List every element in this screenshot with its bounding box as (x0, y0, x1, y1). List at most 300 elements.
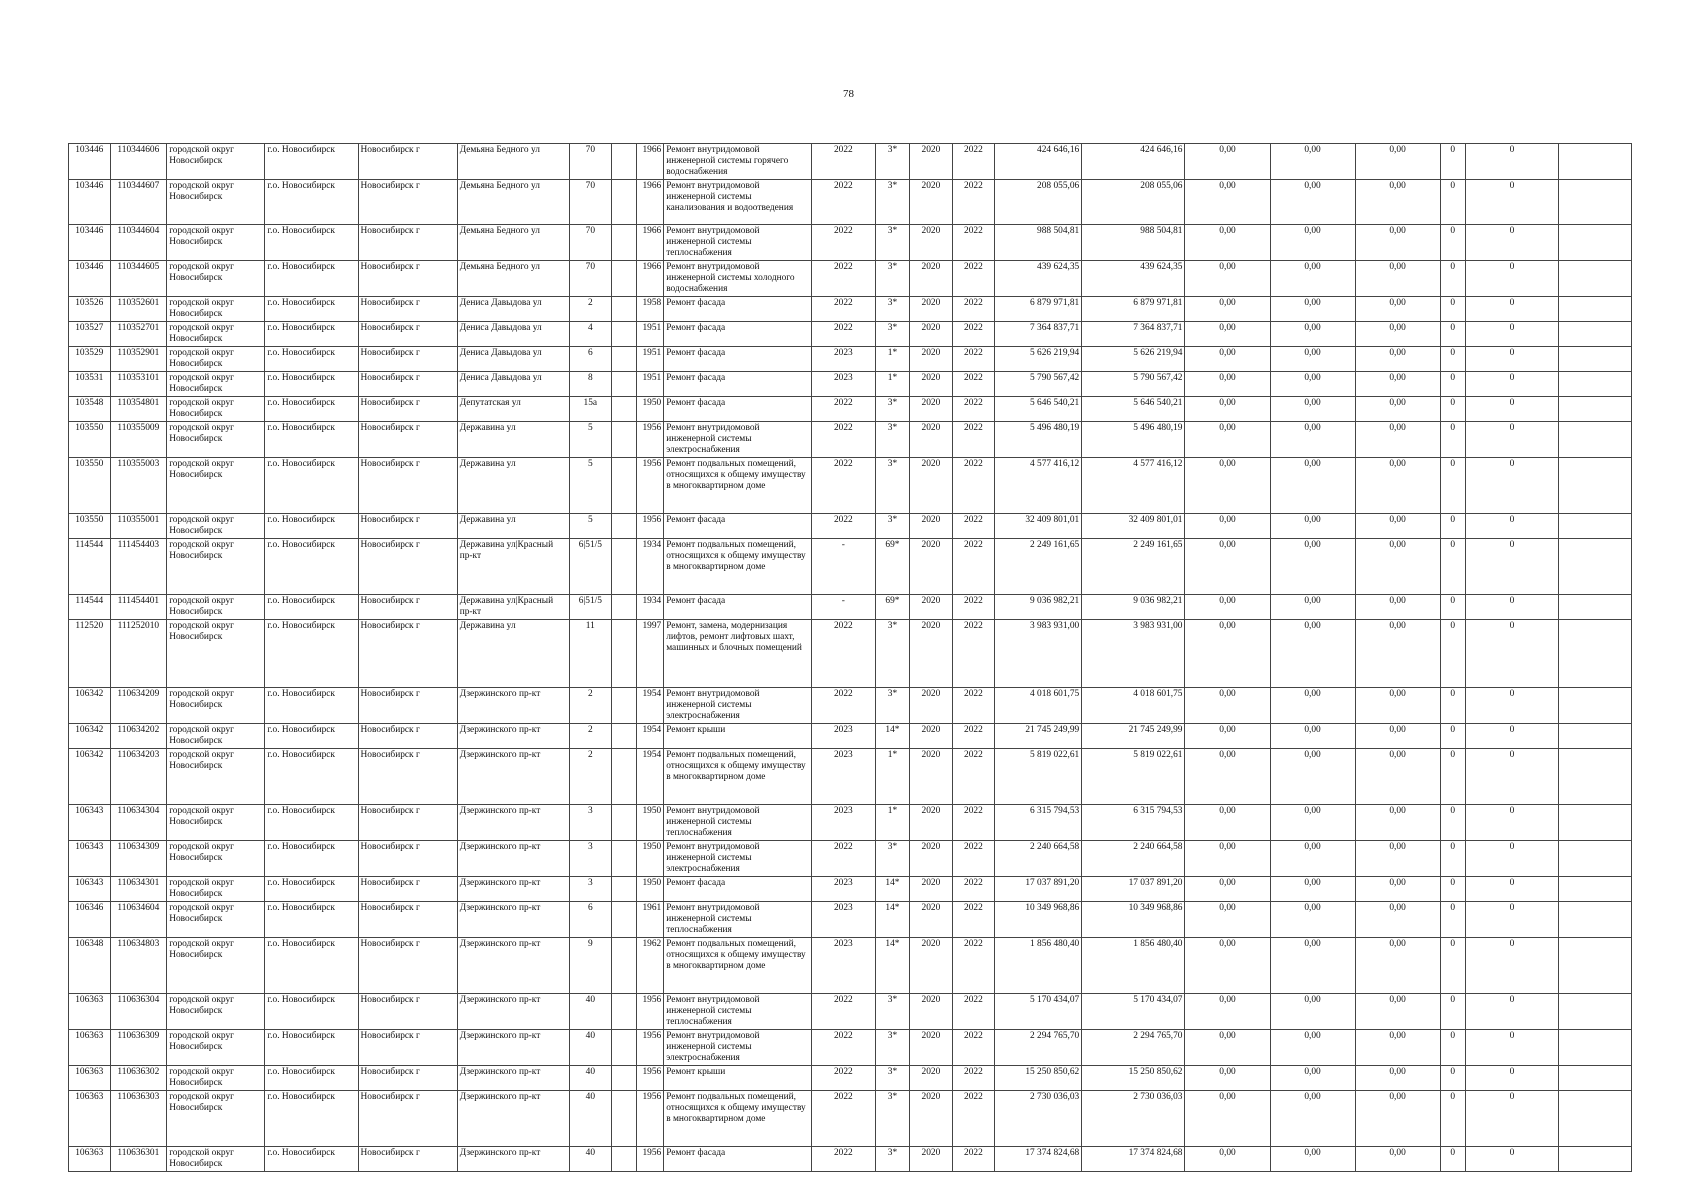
cell-build-year: 1956 (636, 422, 663, 458)
table-row (69, 261, 1632, 297)
cell-federal-budget: 0,00 (1185, 261, 1270, 297)
cell-regional-budget: 0,00 (1270, 422, 1355, 458)
cell-district: г.о. Новосибирск (265, 1147, 358, 1172)
cell-owners-funds: 0 (1465, 347, 1558, 372)
cell-build-year: 1997 (636, 620, 663, 688)
cell-street: Демьяна Бедного ул (457, 144, 569, 180)
cell-fund-cost: 208 055,06 (1082, 180, 1185, 225)
cell-municipality: городской округ Новосибирск (167, 902, 265, 938)
cell-note (1558, 1147, 1631, 1172)
cell-plan-year: 2022 (811, 458, 875, 514)
cell-federal-budget: 0,00 (1185, 994, 1270, 1030)
cell-house-number: 2 (570, 749, 612, 805)
cell-locality: Новосибирск г (358, 1030, 457, 1066)
cell-work-id: 110344606 (110, 144, 167, 180)
table-row (69, 841, 1632, 877)
cell-municipality: городской округ Новосибирск (167, 1147, 265, 1172)
cell-period-end: 2022 (952, 422, 995, 458)
cell-work-type: Ремонт фасада (664, 1147, 812, 1172)
cell-federal-budget: 0,00 (1185, 322, 1270, 347)
cell-priority: 14* (875, 877, 909, 902)
cell-building (611, 688, 636, 724)
cell-work-type: Ремонт подвальных помещений, относящихся к общему имуществу в многоквартирном доме (664, 539, 812, 595)
cell-total-cost: 2 294 765,70 (995, 1030, 1082, 1066)
cell-street: Дзержинского пр-кт (457, 1091, 569, 1147)
cell-period-start: 2020 (910, 749, 953, 805)
table-row (69, 514, 1632, 539)
cell-work-type: Ремонт внутридомовой инженерной системы теплоснабжения (664, 902, 812, 938)
cell-local-budget: 0,00 (1355, 422, 1440, 458)
cell-fund-cost: 4 018 601,75 (1082, 688, 1185, 724)
cell-period-end: 2022 (952, 347, 995, 372)
cell-period-start: 2020 (910, 422, 953, 458)
cell-work-type: Ремонт внутридомовой инженерной системы теплоснабжения (664, 225, 812, 261)
cell-priority: 3* (875, 841, 909, 877)
cell-house-number: 40 (570, 1091, 612, 1147)
cell-house-number: 5 (570, 514, 612, 539)
cell-regional-budget: 0,00 (1270, 805, 1355, 841)
cell-period-end: 2022 (952, 688, 995, 724)
cell-total-cost: 6 879 971,81 (995, 297, 1082, 322)
cell-work-id: 110634203 (110, 749, 167, 805)
cell-federal-budget: 0,00 (1185, 1091, 1270, 1147)
cell-other-source: 0 (1440, 144, 1465, 180)
cell-municipality: городской округ Новосибирск (167, 539, 265, 595)
cell-house-id: 106348 (69, 938, 111, 994)
cell-period-start: 2020 (910, 688, 953, 724)
cell-municipality: городской округ Новосибирск (167, 994, 265, 1030)
cell-owners-funds: 0 (1465, 261, 1558, 297)
cell-note (1558, 620, 1631, 688)
cell-work-id: 110636309 (110, 1030, 167, 1066)
table-row (69, 724, 1632, 749)
cell-period-end: 2022 (952, 261, 995, 297)
cell-period-start: 2020 (910, 1066, 953, 1091)
cell-plan-year: 2022 (811, 422, 875, 458)
cell-regional-budget: 0,00 (1270, 1147, 1355, 1172)
cell-federal-budget: 0,00 (1185, 902, 1270, 938)
cell-building (611, 902, 636, 938)
cell-local-budget: 0,00 (1355, 938, 1440, 994)
cell-build-year: 1951 (636, 347, 663, 372)
cell-local-budget: 0,00 (1355, 902, 1440, 938)
cell-priority: 3* (875, 1091, 909, 1147)
cell-note (1558, 805, 1631, 841)
cell-street: Дзержинского пр-кт (457, 1147, 569, 1172)
cell-period-end: 2022 (952, 225, 995, 261)
cell-other-source: 0 (1440, 458, 1465, 514)
cell-priority: 69* (875, 539, 909, 595)
cell-total-cost: 4 577 416,12 (995, 458, 1082, 514)
cell-building (611, 841, 636, 877)
table-row (69, 458, 1632, 514)
cell-building (611, 1066, 636, 1091)
cell-work-type: Ремонт фасада (664, 372, 812, 397)
cell-local-budget: 0,00 (1355, 539, 1440, 595)
cell-street: Дзержинского пр-кт (457, 1030, 569, 1066)
cell-fund-cost: 4 577 416,12 (1082, 458, 1185, 514)
cell-house-id: 106363 (69, 1147, 111, 1172)
cell-other-source: 0 (1440, 1066, 1465, 1091)
cell-work-id: 110352601 (110, 297, 167, 322)
cell-district: г.о. Новосибирск (265, 422, 358, 458)
cell-regional-budget: 0,00 (1270, 180, 1355, 225)
cell-street: Демьяна Бедного ул (457, 261, 569, 297)
cell-priority: 3* (875, 297, 909, 322)
table-row (69, 938, 1632, 994)
cell-note (1558, 877, 1631, 902)
cell-fund-cost: 988 504,81 (1082, 225, 1185, 261)
cell-priority: 3* (875, 397, 909, 422)
cell-period-end: 2022 (952, 877, 995, 902)
cell-house-number: 2 (570, 297, 612, 322)
cell-period-start: 2020 (910, 1091, 953, 1147)
cell-house-number: 11 (570, 620, 612, 688)
cell-district: г.о. Новосибирск (265, 724, 358, 749)
cell-total-cost: 5 819 022,61 (995, 749, 1082, 805)
cell-municipality: городской округ Новосибирск (167, 620, 265, 688)
cell-local-budget: 0,00 (1355, 297, 1440, 322)
cell-owners-funds: 0 (1465, 688, 1558, 724)
cell-total-cost: 32 409 801,01 (995, 514, 1082, 539)
cell-plan-year: 2023 (811, 877, 875, 902)
cell-period-start: 2020 (910, 180, 953, 225)
cell-note (1558, 724, 1631, 749)
cell-other-source: 0 (1440, 1030, 1465, 1066)
cell-period-start: 2020 (910, 595, 953, 620)
cell-house-number: 70 (570, 144, 612, 180)
cell-building (611, 539, 636, 595)
cell-total-cost: 17 374 824,68 (995, 1147, 1082, 1172)
cell-build-year: 1958 (636, 297, 663, 322)
cell-regional-budget: 0,00 (1270, 1066, 1355, 1091)
cell-plan-year: 2022 (811, 1030, 875, 1066)
cell-street: Дзержинского пр-кт (457, 994, 569, 1030)
cell-total-cost: 5 790 567,42 (995, 372, 1082, 397)
cell-build-year: 1950 (636, 397, 663, 422)
cell-building (611, 1030, 636, 1066)
cell-local-budget: 0,00 (1355, 805, 1440, 841)
cell-period-end: 2022 (952, 902, 995, 938)
cell-work-id: 111454403 (110, 539, 167, 595)
cell-federal-budget: 0,00 (1185, 458, 1270, 514)
cell-period-end: 2022 (952, 620, 995, 688)
cell-local-budget: 0,00 (1355, 620, 1440, 688)
cell-district: г.о. Новосибирск (265, 595, 358, 620)
cell-district: г.о. Новосибирск (265, 514, 358, 539)
cell-work-type: Ремонт, замена, модернизация лифтов, ремонт лифтовых шахт, машинных и блочных помещений (664, 620, 812, 688)
cell-plan-year: 2022 (811, 688, 875, 724)
cell-total-cost: 5 170 434,07 (995, 994, 1082, 1030)
cell-work-id: 110636302 (110, 1066, 167, 1091)
cell-municipality: городской округ Новосибирск (167, 144, 265, 180)
cell-period-end: 2022 (952, 938, 995, 994)
cell-local-budget: 0,00 (1355, 372, 1440, 397)
cell-building (611, 724, 636, 749)
cell-house-id: 103529 (69, 347, 111, 372)
cell-federal-budget: 0,00 (1185, 372, 1270, 397)
cell-note (1558, 458, 1631, 514)
cell-fund-cost: 6 315 794,53 (1082, 805, 1185, 841)
cell-period-start: 2020 (910, 322, 953, 347)
cell-period-start: 2020 (910, 994, 953, 1030)
cell-fund-cost: 9 036 982,21 (1082, 595, 1185, 620)
table-row (69, 180, 1632, 225)
cell-street: Дзержинского пр-кт (457, 938, 569, 994)
table-row (69, 877, 1632, 902)
cell-work-id: 110355001 (110, 514, 167, 539)
cell-municipality: городской округ Новосибирск (167, 180, 265, 225)
cell-fund-cost: 2 240 664,58 (1082, 841, 1185, 877)
cell-total-cost: 424 646,16 (995, 144, 1082, 180)
cell-total-cost: 439 624,35 (995, 261, 1082, 297)
cell-locality: Новосибирск г (358, 994, 457, 1030)
cell-street: Демьяна Бедного ул (457, 180, 569, 225)
cell-work-type: Ремонт крыши (664, 724, 812, 749)
cell-house-id: 106343 (69, 877, 111, 902)
cell-plan-year: 2022 (811, 1091, 875, 1147)
cell-house-number: 40 (570, 994, 612, 1030)
cell-total-cost: 4 018 601,75 (995, 688, 1082, 724)
cell-period-start: 2020 (910, 539, 953, 595)
cell-priority: 14* (875, 724, 909, 749)
cell-work-id: 110634803 (110, 938, 167, 994)
cell-house-number: 6|51/5 (570, 595, 612, 620)
cell-municipality: городской округ Новосибирск (167, 261, 265, 297)
cell-other-source: 0 (1440, 994, 1465, 1030)
cell-municipality: городской округ Новосибирск (167, 297, 265, 322)
table-row (69, 144, 1632, 180)
cell-locality: Новосибирск г (358, 938, 457, 994)
cell-fund-cost: 21 745 249,99 (1082, 724, 1185, 749)
cell-locality: Новосибирск г (358, 1147, 457, 1172)
table-row (69, 994, 1632, 1030)
cell-plan-year: 2022 (811, 994, 875, 1030)
page-number: 78 (843, 88, 854, 100)
cell-fund-cost: 5 646 540,21 (1082, 397, 1185, 422)
cell-other-source: 0 (1440, 225, 1465, 261)
cell-total-cost: 6 315 794,53 (995, 805, 1082, 841)
cell-other-source: 0 (1440, 938, 1465, 994)
cell-federal-budget: 0,00 (1185, 347, 1270, 372)
table-row (69, 422, 1632, 458)
cell-note (1558, 688, 1631, 724)
cell-plan-year: 2023 (811, 902, 875, 938)
cell-period-end: 2022 (952, 1030, 995, 1066)
cell-building (611, 1091, 636, 1147)
cell-municipality: городской округ Новосибирск (167, 347, 265, 372)
cell-federal-budget: 0,00 (1185, 144, 1270, 180)
cell-district: г.о. Новосибирск (265, 994, 358, 1030)
cell-owners-funds: 0 (1465, 1147, 1558, 1172)
cell-federal-budget: 0,00 (1185, 225, 1270, 261)
cell-total-cost: 3 983 931,00 (995, 620, 1082, 688)
cell-work-id: 110344607 (110, 180, 167, 225)
cell-period-start: 2020 (910, 841, 953, 877)
cell-note (1558, 539, 1631, 595)
cell-build-year: 1956 (636, 1091, 663, 1147)
cell-note (1558, 297, 1631, 322)
cell-note (1558, 938, 1631, 994)
cell-note (1558, 994, 1631, 1030)
cell-locality: Новосибирск г (358, 422, 457, 458)
cell-priority: 3* (875, 1066, 909, 1091)
cell-municipality: городской округ Новосибирск (167, 749, 265, 805)
cell-period-start: 2020 (910, 902, 953, 938)
cell-plan-year: 2022 (811, 322, 875, 347)
cell-work-type: Ремонт фасада (664, 397, 812, 422)
cell-district: г.о. Новосибирск (265, 225, 358, 261)
cell-owners-funds: 0 (1465, 539, 1558, 595)
cell-note (1558, 144, 1631, 180)
table-row (69, 372, 1632, 397)
cell-local-budget: 0,00 (1355, 1030, 1440, 1066)
cell-note (1558, 180, 1631, 225)
cell-work-id: 110344605 (110, 261, 167, 297)
cell-total-cost: 5 496 480,19 (995, 422, 1082, 458)
cell-owners-funds: 0 (1465, 225, 1558, 261)
cell-house-number: 6 (570, 347, 612, 372)
cell-priority: 3* (875, 1030, 909, 1066)
cell-priority: 1* (875, 749, 909, 805)
cell-owners-funds: 0 (1465, 1066, 1558, 1091)
cell-district: г.о. Новосибирск (265, 1066, 358, 1091)
cell-fund-cost: 32 409 801,01 (1082, 514, 1185, 539)
cell-priority: 3* (875, 620, 909, 688)
cell-other-source: 0 (1440, 261, 1465, 297)
cell-other-source: 0 (1440, 724, 1465, 749)
cell-house-id: 103548 (69, 397, 111, 422)
cell-house-id: 103446 (69, 180, 111, 225)
cell-period-end: 2022 (952, 1091, 995, 1147)
cell-municipality: городской округ Новосибирск (167, 1066, 265, 1091)
cell-note (1558, 902, 1631, 938)
cell-locality: Новосибирск г (358, 595, 457, 620)
cell-owners-funds: 0 (1465, 458, 1558, 514)
cell-building (611, 749, 636, 805)
cell-fund-cost: 17 037 891,20 (1082, 877, 1185, 902)
cell-plan-year: 2023 (811, 805, 875, 841)
cell-period-end: 2022 (952, 805, 995, 841)
cell-municipality: городской округ Новосибирск (167, 1030, 265, 1066)
cell-locality: Новосибирск г (358, 225, 457, 261)
cell-house-id: 103446 (69, 261, 111, 297)
cell-house-number: 9 (570, 938, 612, 994)
cell-fund-cost: 15 250 850,62 (1082, 1066, 1185, 1091)
cell-note (1558, 225, 1631, 261)
table-row (69, 620, 1632, 688)
cell-period-start: 2020 (910, 724, 953, 749)
cell-locality: Новосибирск г (358, 347, 457, 372)
table-row (69, 539, 1632, 595)
cell-build-year: 1956 (636, 1066, 663, 1091)
cell-note (1558, 841, 1631, 877)
cell-federal-budget: 0,00 (1185, 724, 1270, 749)
cell-period-end: 2022 (952, 994, 995, 1030)
cell-work-id: 110634309 (110, 841, 167, 877)
cell-work-id: 110634604 (110, 902, 167, 938)
cell-locality: Новосибирск г (358, 539, 457, 595)
cell-plan-year: 2022 (811, 144, 875, 180)
cell-note (1558, 347, 1631, 372)
cell-build-year: 1954 (636, 749, 663, 805)
cell-municipality: городской округ Новосибирск (167, 938, 265, 994)
cell-build-year: 1956 (636, 514, 663, 539)
cell-federal-budget: 0,00 (1185, 620, 1270, 688)
cell-period-end: 2022 (952, 539, 995, 595)
cell-build-year: 1956 (636, 1030, 663, 1066)
cell-work-id: 110353101 (110, 372, 167, 397)
cell-work-type: Ремонт фасада (664, 877, 812, 902)
cell-note (1558, 514, 1631, 539)
cell-priority: 14* (875, 938, 909, 994)
cell-house-number: 3 (570, 877, 612, 902)
cell-building (611, 458, 636, 514)
cell-work-type: Ремонт внутридомовой инженерной системы теплоснабжения (664, 805, 812, 841)
cell-period-start: 2020 (910, 938, 953, 994)
cell-note (1558, 397, 1631, 422)
cell-regional-budget: 0,00 (1270, 724, 1355, 749)
cell-build-year: 1951 (636, 322, 663, 347)
cell-municipality: городской округ Новосибирск (167, 595, 265, 620)
cell-regional-budget: 0,00 (1270, 144, 1355, 180)
cell-federal-budget: 0,00 (1185, 1066, 1270, 1091)
cell-note (1558, 595, 1631, 620)
cell-locality: Новосибирск г (358, 1091, 457, 1147)
cell-house-id: 106346 (69, 902, 111, 938)
cell-work-id: 110636301 (110, 1147, 167, 1172)
cell-other-source: 0 (1440, 620, 1465, 688)
table-row (69, 595, 1632, 620)
cell-other-source: 0 (1440, 397, 1465, 422)
cell-building (611, 372, 636, 397)
cell-plan-year: 2022 (811, 514, 875, 539)
cell-build-year: 1966 (636, 144, 663, 180)
cell-district: г.о. Новосибирск (265, 180, 358, 225)
cell-work-id: 110636304 (110, 994, 167, 1030)
cell-local-budget: 0,00 (1355, 458, 1440, 514)
cell-street: Дениса Давыдова ул (457, 297, 569, 322)
cell-street: Державина ул (457, 422, 569, 458)
cell-period-end: 2022 (952, 749, 995, 805)
cell-period-end: 2022 (952, 322, 995, 347)
cell-total-cost: 15 250 850,62 (995, 1066, 1082, 1091)
cell-building (611, 261, 636, 297)
cell-locality: Новосибирск г (358, 144, 457, 180)
cell-building (611, 805, 636, 841)
cell-local-budget: 0,00 (1355, 595, 1440, 620)
cell-fund-cost: 5 170 434,07 (1082, 994, 1185, 1030)
cell-house-number: 40 (570, 1066, 612, 1091)
cell-building (611, 994, 636, 1030)
cell-work-id: 110355003 (110, 458, 167, 514)
cell-municipality: городской округ Новосибирск (167, 877, 265, 902)
cell-other-source: 0 (1440, 902, 1465, 938)
cell-priority: 1* (875, 347, 909, 372)
cell-regional-budget: 0,00 (1270, 1030, 1355, 1066)
cell-other-source: 0 (1440, 877, 1465, 902)
cell-federal-budget: 0,00 (1185, 938, 1270, 994)
cell-regional-budget: 0,00 (1270, 322, 1355, 347)
cell-building (611, 322, 636, 347)
cell-house-id: 103550 (69, 422, 111, 458)
cell-total-cost: 2 249 161,65 (995, 539, 1082, 595)
cell-plan-year: 2022 (811, 397, 875, 422)
cell-building (611, 297, 636, 322)
cell-plan-year: - (811, 595, 875, 620)
cell-local-budget: 0,00 (1355, 261, 1440, 297)
cell-plan-year: 2023 (811, 347, 875, 372)
